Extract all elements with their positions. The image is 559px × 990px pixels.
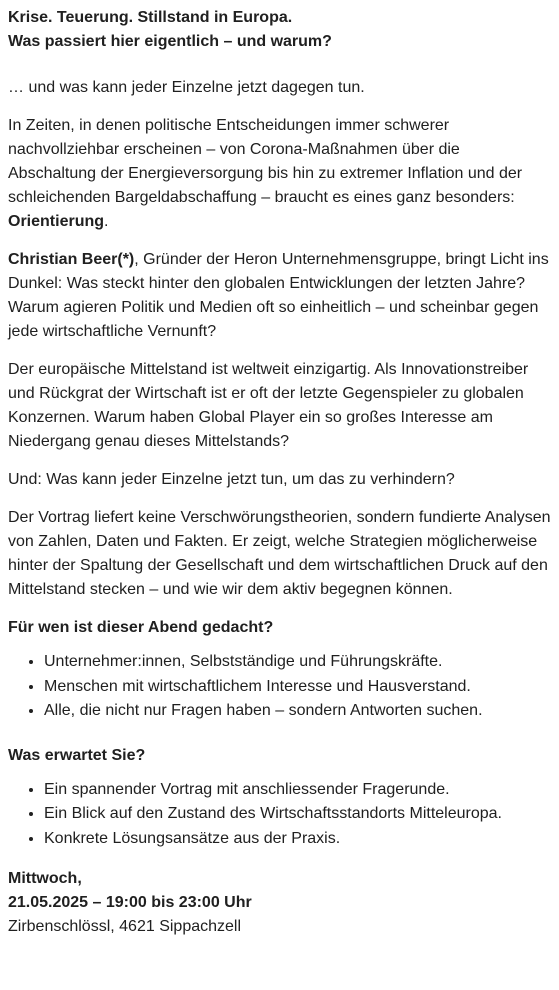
headline <box>8 6 551 54</box>
intro-text: … und was kann jeder Einzelne jetzt dagegen tun. <box>8 79 365 96</box>
event-datetime: 21.05.2025 – 19:00 bis 23:00 Uhr <box>8 894 252 911</box>
event-location: Zirbenschlössl, 4621 Sippachzell <box>8 918 242 935</box>
expect-heading: Was erwartet Sie? <box>8 746 146 764</box>
paragraph-speaker-text: , Gründer der Heron Unternehmensgruppe, bringt Licht ins Dunkel: Was steckt hinter den globalen Entwicklungen der letzten Jahre? Warum agieren Politik und Medien oft so einheitlich – und scheinbar gegen jede wirtschaftliche Vernunft? <box>8 251 549 340</box>
list-item: • Ein spannender Vortrag mit anschliessender Fragerunde. <box>44 778 551 803</box>
paragraph-question: Und: Was kann jeder Einzelne jetzt tun, um das zu verhindern? <box>8 471 455 488</box>
headline-line-1: Krise. Teuerung. Stillstand in Europa. <box>8 9 293 26</box>
audience-heading: Für wen ist dieser Abend gedacht? <box>8 619 274 636</box>
paragraph-orientation <box>8 114 551 234</box>
orientation-emphasis: Orientierung <box>8 213 105 230</box>
expect-list <box>8 778 551 852</box>
paragraph-lecture: Der Vortrag liefert keine Verschwörungstheorien, sondern fundierte Analysen von Zahlen, Daten und Fakten. Er zeigt, welche Strategien möglicherweise hinter der Spaltung der Gesellschaft und dem wirtschaftlichen Druck auf den Mittelstand stecken – und wie wir dem aktiv begegnen können. <box>8 509 551 598</box>
list-item: • Ein Blick auf den Zustand des Wirtschaftsstandorts Mitteleuropa. <box>44 802 551 827</box>
event-day: Mittwoch, <box>8 870 82 887</box>
list-item: • Unternehmer:innen, Selbstständige und Führungskräfte. <box>44 650 551 675</box>
list-item: • Alle, die nicht nur Fragen haben – sondern Antworten suchen. <box>44 699 551 724</box>
list-item: • Konkrete Lösungsansätze aus der Praxis. <box>44 827 551 852</box>
event-details <box>8 867 551 939</box>
list-item: • Menschen mit wirtschaftlichem Interesse und Hausverstand. <box>44 675 551 700</box>
paragraph-speaker <box>8 248 551 344</box>
paragraph-orientation-end: . <box>104 213 109 230</box>
speaker-name: Christian Beer(*) <box>8 251 135 268</box>
paragraph-mittelstand: Der europäische Mittelstand ist weltweit einzigartig. Als Innovationstreiber und Rückgrat der Wirtschaft ist er oft der letzte Gegenspieler zu globalen Konzernen. Warum haben Global Player ein so großes Interesse am Niedergang genau dieses Mittelstands? <box>8 361 529 450</box>
audience-list <box>8 650 551 724</box>
headline-line-2: Was passiert hier eigentlich – und warum? <box>8 33 332 50</box>
paragraph-orientation-text: In Zeiten, in denen politische Entscheidungen immer schwerer nachvollziehbar erscheinen – von Corona-Maßnahmen über die Abschaltung der Energieversorgung bis hin zu extremer Inflation und der schleichenden Bargeldabschaffung – braucht es eines ganz besonders: <box>8 117 523 206</box>
